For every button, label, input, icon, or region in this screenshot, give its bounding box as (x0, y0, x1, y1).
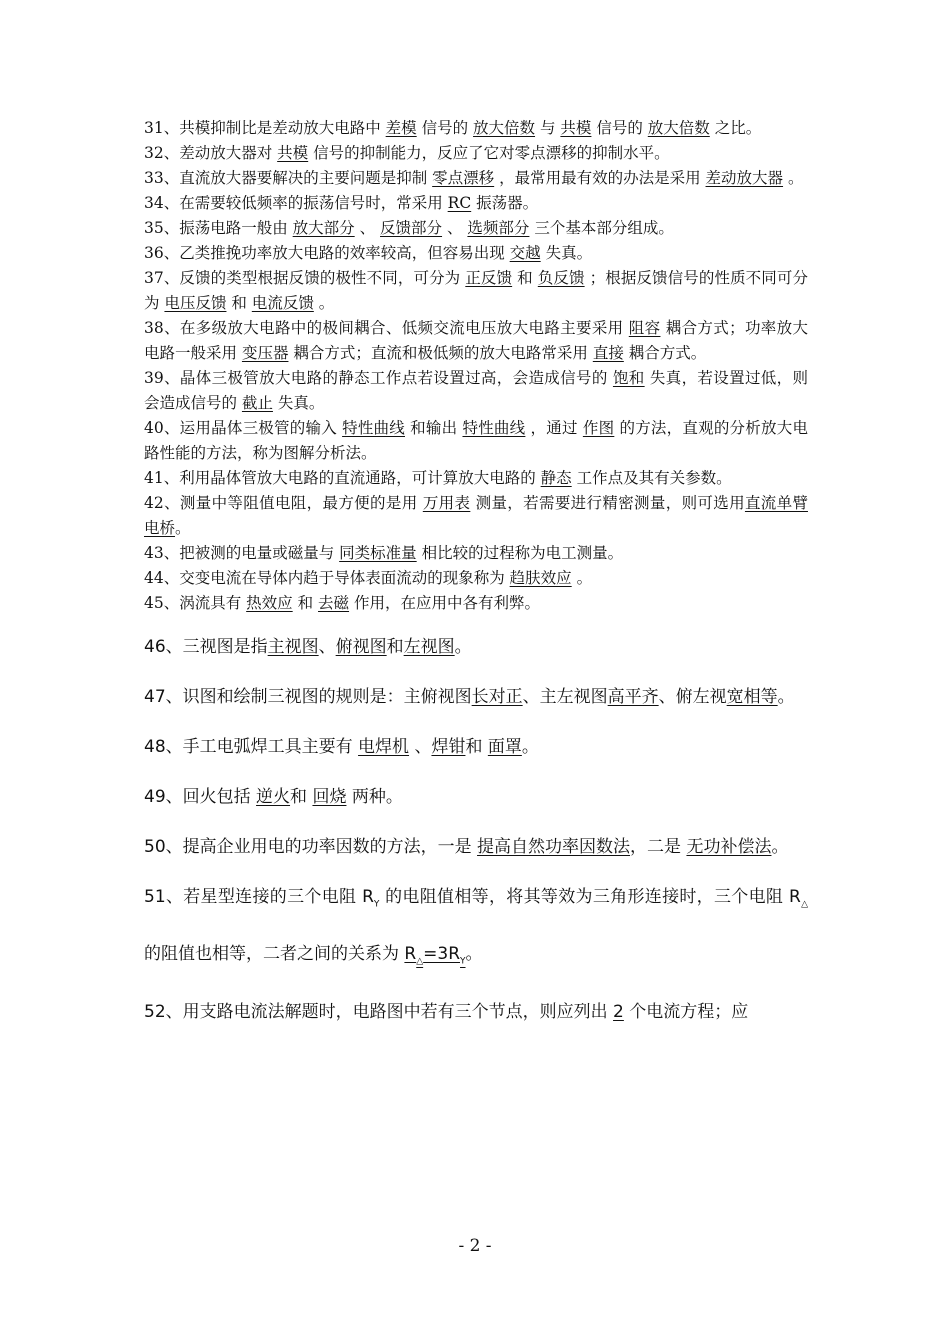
text-segment: 振荡器。 (471, 194, 539, 212)
text-segment: 、 (409, 737, 432, 757)
text-segment: ；根据反馈信号的性质不同可分为 (144, 269, 808, 312)
answer-blank: 选频部分 (467, 219, 530, 237)
text-segment: 之比。 (709, 119, 762, 137)
answer-blank: 截止 (241, 394, 273, 412)
answer-blank: 差模 (385, 119, 417, 137)
answer-blank: 俯视图 (335, 637, 387, 657)
text-segment: 41、利用晶体管放大电路的直流通路，可计算放大电路的 (144, 469, 541, 487)
text-segment: 和 (386, 637, 404, 657)
question-q42 (144, 491, 808, 541)
text-segment: ，最常用最有效的办法是采用 (494, 169, 706, 187)
question-q34 (144, 191, 808, 216)
question-q51 (144, 872, 808, 987)
text-segment: 和 (292, 594, 319, 612)
answer-blank: 共模 (560, 119, 592, 137)
text-segment: 信号的 (416, 119, 474, 137)
text-segment: 。 (465, 944, 483, 965)
answer-blank: 静态 (540, 469, 572, 487)
text-segment: 耦合方式。 (623, 344, 707, 362)
answer-blank: 放大倍数 (473, 119, 536, 137)
answer-blank: 宽相等 (726, 687, 778, 707)
text-segment: 49、回火包括 (144, 787, 257, 807)
text-segment: 。 (571, 569, 593, 587)
question-q32 (144, 141, 808, 166)
question-q40 (144, 416, 808, 466)
answer-blank: 反馈部分 (380, 219, 443, 237)
text-segment: 52、用支路电流法解题时，电路图中若有三个节点，则应列出 (144, 1001, 614, 1022)
answer-blank: 左视图 (403, 637, 455, 657)
text-segment: 、 (318, 637, 336, 657)
text-segment: 、 (442, 219, 468, 237)
answer-blank: 共模 (277, 144, 309, 162)
question-q49 (144, 772, 808, 822)
text-segment: 36、乙类推挽功率放大电路的效率较高，但容易出现 (144, 244, 510, 262)
answer-blank: 去磁 (318, 594, 350, 612)
answer-blank: 直接 (592, 344, 624, 362)
answer-blank: 长对正 (471, 687, 523, 707)
text-segment: 31、共模抑制比是差动放大电路中 (144, 119, 386, 137)
answer-blank: 直流单臂电桥 (144, 494, 808, 537)
answer-blank: 特性曲线 (462, 419, 526, 437)
text-segment: 43、把被测的电量或磁量与 (144, 544, 340, 562)
question-q47 (144, 672, 808, 722)
text-segment: 45、涡流具有 (144, 594, 247, 612)
text-segment: 的电阻值相等，将其等效为三角形连接时，三个电阻 R (379, 887, 801, 907)
text-segment: 和 (226, 294, 252, 312)
text-segment: 的阻值也相等，二者之间的关系为 (144, 944, 405, 965)
answer-blank: 面罩 (487, 737, 522, 757)
text-segment: 失真。 (540, 244, 593, 262)
text-segment: 38、在多级放大电路中的极间耦合、低频交流电压放大电路主要采用 (144, 319, 629, 337)
text-segment: 46、三视图是指 (144, 637, 268, 657)
text-segment: 作用，在应用中各有利弊。 (349, 594, 540, 612)
text-segment: 50、提高企业用电的功率因数的方法，一是 (144, 837, 478, 857)
text-segment: 与 (535, 119, 561, 137)
text-segment: 信号的 (591, 119, 648, 137)
answer-blank: 正反馈 (465, 269, 513, 287)
text-segment: 。 (313, 294, 335, 312)
text-segment: 。 (777, 687, 795, 707)
text-segment: 耦合方式；功率放大电路一般采用 (144, 319, 808, 362)
text-segment: ，二是 (630, 837, 687, 857)
subscript: △ (800, 899, 808, 910)
answer-blank: 同类标准量 (339, 544, 417, 562)
question-q38 (144, 316, 808, 366)
answer-blank: 变压器 (241, 344, 289, 362)
text-segment: 32、差动放大器对 (144, 144, 278, 162)
text-segment: 40、运用晶体三极管的输入 (144, 419, 343, 437)
text-segment: 51、若星型连接的三个电阻 R (144, 887, 374, 907)
answer-blank: 逆火 (256, 787, 291, 807)
text-segment: 33、直流放大器要解决的主要问题是抑制 (144, 169, 433, 187)
text-segment: 和 (290, 787, 313, 807)
answer-blank: 放大部分 (292, 219, 355, 237)
answer-blank: 2 (613, 1001, 624, 1022)
answer-blank: =3R (423, 944, 461, 965)
answer-blank: 高平齐 (607, 687, 659, 707)
text-segment: 37、反馈的类型根据反馈的极性不同，可分为 (144, 269, 466, 287)
page-number: - 2 - (458, 1236, 492, 1256)
answer-blank: 回烧 (312, 787, 347, 807)
text-segment: 信号的抑制能力，反应了它对零点漂移的抑制水平。 (308, 144, 670, 162)
text-segment: 、主左视图 (522, 687, 608, 707)
text-segment: 测量，若需要进行精密测量，则可选用 (470, 494, 745, 512)
question-q43 (144, 541, 808, 566)
text-segment: 42、测量中等阻值电阻，最方便的是用 (144, 494, 423, 512)
answer-blank: 饱和 (612, 369, 645, 387)
answer-blank: 阻容 (628, 319, 661, 337)
answer-blank: 特性曲线 (342, 419, 405, 437)
text-segment: 工作点及其有关参数。 (571, 469, 732, 487)
question-q44 (144, 566, 808, 591)
answer-blank: 差动放大器 (705, 169, 784, 187)
text-segment: 48、手工电弧焊工具主要有 (144, 737, 359, 757)
answer-blank: 热效应 (246, 594, 293, 612)
text-segment: 耦合方式；直流和极低频的放大电路常采用 (288, 344, 593, 362)
text-segment: 。 (175, 519, 191, 537)
answer-blank: 焊钳 (431, 737, 466, 757)
answer-blank: 提高自然功率因数法 (477, 837, 631, 857)
document-body (144, 116, 808, 1037)
text-segment: 的方法，直观的分析放大电路性能的方法，称为图解分析法。 (144, 419, 808, 462)
question-q37 (144, 266, 808, 316)
question-q31 (144, 116, 808, 141)
question-q36 (144, 241, 808, 266)
text-segment: 44、交变电流在导体内趋于导体表面流动的现象称为 (144, 569, 510, 587)
text-segment: 39、晶体三极管放大电路的静态工作点若设置过高，会造成信号的 (144, 369, 613, 387)
question-q33 (144, 166, 808, 191)
question-q52 (144, 987, 808, 1037)
answer-subscript: Y (460, 956, 466, 967)
text-segment: 三个基本部分组成。 (529, 219, 674, 237)
answer-blank: 作图 (582, 419, 615, 437)
answer-subscript: △ (416, 956, 424, 967)
answer-blank: 主视图 (267, 637, 319, 657)
text-segment: 失真。 (272, 394, 325, 412)
question-q48 (144, 722, 808, 772)
answer-blank: 万用表 (422, 494, 471, 512)
text-segment: 。 (521, 737, 539, 757)
answer-blank: 负反馈 (537, 269, 585, 287)
answer-blank: RC (447, 194, 472, 212)
text-segment: 47、识图和绘制三视图的规则是：主俯视图 (144, 687, 472, 707)
question-q50 (144, 822, 808, 872)
question-q39 (144, 366, 808, 416)
question-q35 (144, 216, 808, 241)
answer-blank: R (404, 944, 417, 965)
question-q45 (144, 591, 808, 616)
answer-blank: 趋肤效应 (509, 569, 572, 587)
text-segment: 。 (454, 637, 472, 657)
text-segment: 和输出 (405, 419, 463, 437)
answer-blank: 电流反馈 (251, 294, 314, 312)
answer-blank: 零点漂移 (432, 169, 495, 187)
subscript: Y (373, 899, 380, 910)
answer-blank: 电压反馈 (164, 294, 227, 312)
text-segment: ，通过 (525, 419, 583, 437)
text-segment: 和 (512, 269, 538, 287)
text-segment: 个电流方程；应 (623, 1001, 749, 1022)
answer-blank: 放大倍数 (647, 119, 710, 137)
text-segment: 失真，若设置过低，则会造成信号的 (144, 369, 808, 412)
answer-blank: 交越 (509, 244, 541, 262)
text-segment: 两种。 (346, 787, 403, 807)
question-q46 (144, 622, 808, 672)
text-segment: 和 (465, 737, 488, 757)
text-segment: 相比较的过程称为电工测量。 (416, 544, 624, 562)
answer-blank: 无功补偿法 (686, 837, 772, 857)
text-segment: 、 (354, 219, 381, 237)
text-segment: 。 (771, 837, 789, 857)
text-segment: 。 (783, 169, 804, 187)
question-q41 (144, 466, 808, 491)
text-segment: 35、振荡电路一般由 (144, 219, 293, 237)
answer-blank: 电焊机 (358, 737, 410, 757)
text-segment: 、俯左视 (658, 687, 727, 707)
text-segment: 34、在需要较低频率的振荡信号时，常采用 (144, 194, 448, 212)
